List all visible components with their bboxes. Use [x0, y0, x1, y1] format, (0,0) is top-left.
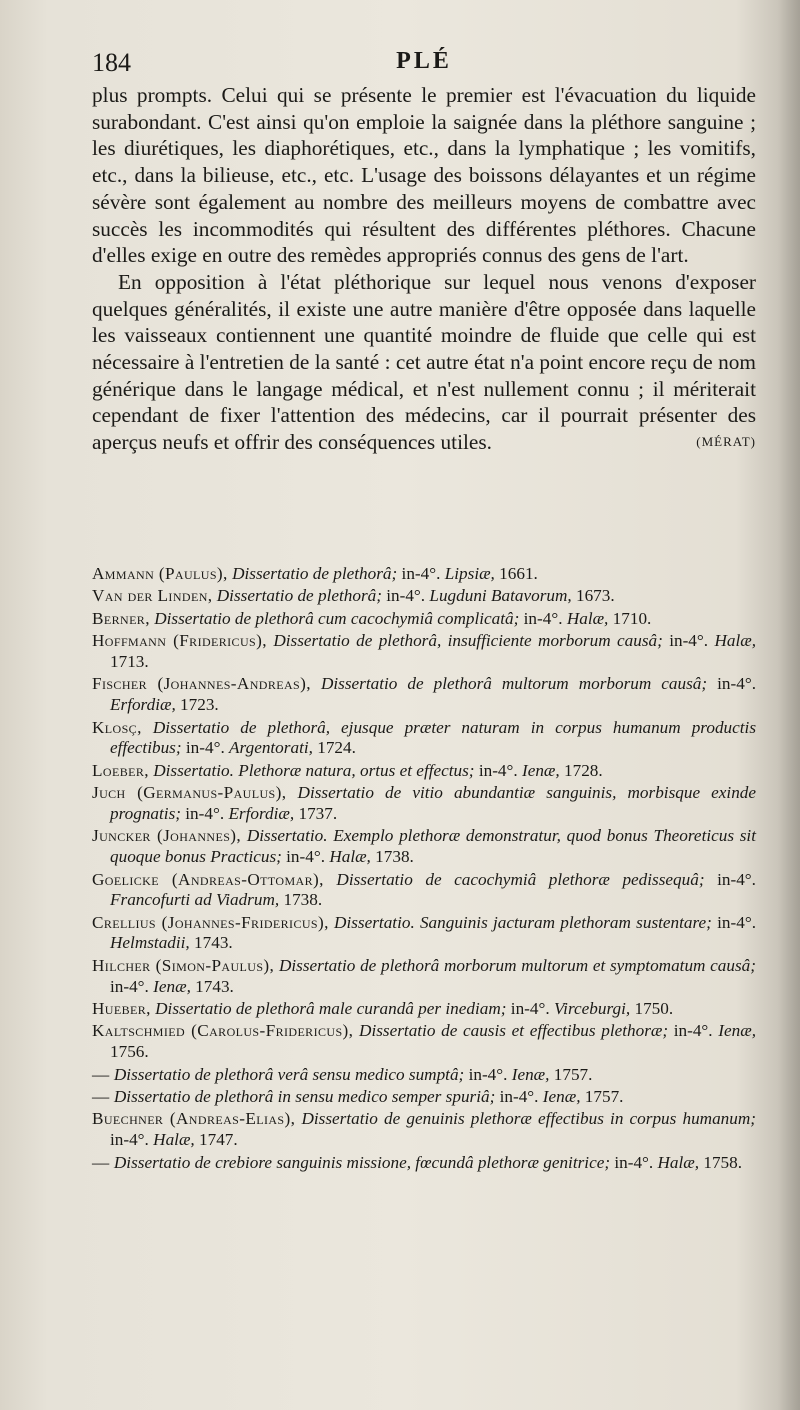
entry-author: Berner, — [92, 608, 150, 628]
entry-title: Dissertatio de plethorâ morborum multorum et symptomatum causâ; — [278, 955, 756, 975]
entry-year: 1728. — [564, 760, 603, 780]
entry-format: in-4°. — [717, 912, 757, 932]
entry-title: Dissertatio de plethorâ cum cacochymiâ complicatâ; — [154, 608, 520, 628]
entry-author: Goelicke (Andreas-Ottomar), — [92, 869, 324, 889]
entry-format: in-4°. — [478, 760, 518, 780]
entry-format: in-4°. — [614, 1152, 654, 1172]
entry-title: Dissertatio de plethorâ in sensu medico semper spuriâ; — [113, 1087, 496, 1107]
bibliography-entry — [92, 999, 756, 1020]
entry-format: in-4°. — [185, 738, 225, 758]
bibliography-entry — [92, 913, 756, 955]
entry-year: 1757. — [553, 1064, 593, 1084]
running-head: PLÉ — [396, 48, 452, 74]
entry-place: Francofurti ad Viadrum, — [110, 890, 280, 910]
entry-author: Van der Linden, — [92, 586, 213, 606]
entry-year: 1757. — [584, 1087, 624, 1107]
bibliography-entry — [92, 564, 756, 585]
entry-place: Halæ, — [657, 1152, 700, 1172]
entry-title: Dissertatio. Sanguinis jacturam plethoram sustentare; — [334, 912, 712, 932]
entry-place: Ienæ, — [542, 1087, 581, 1107]
bibliography-entry — [92, 1065, 756, 1086]
entry-place: Ienæ, — [511, 1064, 550, 1084]
bibliography-entry — [92, 1109, 756, 1151]
entry-author: Juch (Germanus-Paulus), — [92, 783, 287, 803]
entry-format: in-4°. — [499, 1087, 539, 1107]
entry-format: in-4°. — [510, 999, 550, 1019]
entry-author: Hueber, — [92, 999, 151, 1019]
entry-place: Halæ, — [714, 631, 757, 651]
entry-title: Dissertatio de crebiore sanguinis missione, fœcundâ plethoræ genitrice; — [113, 1152, 611, 1172]
entry-title: Dissertatio de plethorâ; — [232, 564, 398, 583]
entry-year: 1673. — [575, 586, 615, 606]
entry-format: in-4°. — [669, 631, 709, 651]
entry-title: Dissertatio de cacochymiâ plethoræ pedissequâ; — [336, 869, 705, 889]
entry-year: 1710. — [612, 608, 652, 628]
entry-year: 1758. — [703, 1152, 743, 1172]
entry-place: Erfordiæ, — [228, 803, 295, 823]
entry-title: Dissertatio de plethorâ, ejusque præter naturam in corpus humanum productis effectibus; — [110, 717, 757, 758]
entry-title: Dissertatio de genuinis plethoræ effectibus in corpus humanum; — [301, 1109, 757, 1129]
entry-place: Halæ, — [566, 608, 609, 628]
entry-title: Dissertatio de plethorâ; — [216, 586, 382, 606]
paragraph-2-text: En opposition à l'état pléthorique sur lequel nous venons d'exposer quelques généralités, il existe une autre manière d'être opposée dans laquelle les vaisseaux contiennent une quantité moindre de fluide que celle qui est nécessaire à l'entretien de la santé : cet autre état n'a point encore reçu de nom générique dans le langage médical, et n'est nullement connu ; il mériterait cependant de fixer l'attention des médecins, car il pourrait présenter des aperçus neufs et offrir des conséquences utiles. — [92, 269, 756, 455]
entry-year: 1747. — [199, 1130, 238, 1150]
entry-format: in-4°. — [717, 674, 756, 694]
entry-place: Helmstadii, — [110, 933, 190, 953]
bibliography-entry — [92, 674, 756, 716]
paragraph-2 — [92, 269, 756, 456]
entry-author: Fischer (Johannes-Andreas), — [92, 674, 311, 694]
bibliography-entry — [92, 631, 756, 673]
entry-year: 1738. — [375, 847, 414, 867]
entry-place: Lugduni Batavorum, — [429, 586, 572, 606]
paragraph-1: plus prompts. Celui qui se présente le premier est l'évacuation du liquide surabondant. C'est ainsi qu'on emploie la saignée dans la pléthore sanguine ; les diurétiques, les diaphorétiques, etc., dans la lymphatique ; les vomitifs, etc., dans la bilieuse, etc., etc. L'usage des boissons délayantes et un régime sévère sont également au nombre des meilleurs moyens de combattre avec succès les incommodités qui résultent des différentes pléthores. Chacune d'elles exige en outre des remèdes appropriés connus des gens de l'art. — [92, 83, 756, 268]
entry-title: Dissertatio de plethorâ male curandâ per inediam; — [155, 999, 507, 1019]
entry-author: Hilcher (Simon-Paulus), — [92, 955, 275, 975]
entry-format: in-4°. — [110, 976, 149, 996]
bibliography-entry — [92, 870, 756, 912]
bibliography-entry — [92, 609, 756, 630]
entry-place: Erfordiæ, — [110, 695, 176, 715]
entry-title: Dissertatio de plethorâ multorum morborum causâ; — [320, 674, 708, 694]
entry-format: in-4°. — [185, 803, 225, 823]
entry-author: Juncker (Johannes), — [92, 826, 242, 846]
page-edge-shadow — [778, 0, 800, 1410]
entry-year: 1756. — [110, 1042, 149, 1062]
entry-author: Loeber, — [92, 760, 149, 780]
entry-place: Halæ, — [329, 847, 371, 867]
entry-title: Dissertatio de vitio abundantiæ sanguinis, morbisque exinde prognatis; — [110, 783, 757, 823]
entry-format: in-4°. — [386, 586, 426, 606]
bibliography-entry — [92, 1087, 756, 1108]
entry-author: Ammann (Paulus), — [92, 564, 228, 583]
entry-year: 1743. — [195, 976, 234, 996]
page-number: 184 — [92, 48, 131, 77]
bibliography-entry — [92, 826, 756, 868]
entry-format: in-4°. — [110, 1130, 149, 1150]
entry-author: Hoffmann (Fridericus), — [92, 631, 267, 651]
bibliography-entry — [92, 1153, 756, 1174]
entry-format: in-4°. — [523, 608, 563, 628]
entry-place: Ienæ, — [521, 760, 560, 780]
bibliography-entry — [92, 783, 756, 825]
entry-format: in-4°. — [468, 1064, 508, 1084]
entry-format: in-4°. — [673, 1021, 713, 1041]
entry-place: Ienæ, — [153, 976, 191, 996]
entry-title: Dissertatio de causis et effectibus plethoræ; — [359, 1021, 669, 1041]
entry-place: Halæ, — [153, 1130, 195, 1150]
main-text — [92, 82, 756, 456]
entry-place: Argentorati, — [229, 738, 313, 758]
entry-format: in-4°. — [401, 564, 441, 583]
entry-author: Buechner (Andreas-Elias), — [92, 1109, 296, 1129]
bibliography-entry — [92, 956, 756, 998]
bibliography-entry — [92, 1021, 756, 1063]
page-header — [92, 46, 756, 86]
entry-year: 1724. — [317, 738, 356, 758]
entry-author: — — [92, 1087, 110, 1107]
entry-author: Kaltschmied (Carolus-Fridericus), — [92, 1021, 354, 1041]
entry-author: Crellius (Johannes-Fridericus), — [92, 912, 329, 932]
entry-year: 1737. — [298, 803, 338, 823]
entry-author: — — [92, 1152, 110, 1172]
bibliography-entry — [92, 718, 756, 760]
entry-title: Dissertatio de plethorâ verâ sensu medico sumptâ; — [113, 1064, 465, 1084]
entry-place: Lipsiæ, — [444, 564, 495, 583]
bibliography-entry — [92, 586, 756, 607]
author-signature: (MÉRAT) — [696, 434, 756, 450]
entry-year: 1738. — [283, 890, 323, 910]
entry-year: 1661. — [499, 564, 538, 583]
entry-year: 1723. — [180, 695, 219, 715]
entry-year: 1743. — [194, 933, 233, 953]
entry-year: 1713. — [110, 651, 149, 671]
entry-author: Klosç, — [92, 717, 142, 737]
entry-place: Virceburgi, — [553, 999, 631, 1019]
bibliography-list — [92, 564, 756, 1175]
entry-title: Dissertatio. Plethoræ natura, ortus et effectus; — [153, 760, 475, 780]
entry-format: in-4°. — [286, 847, 326, 867]
entry-author: — — [92, 1064, 110, 1084]
entry-title: Dissertatio de plethorâ, insufficiente morborum causâ; — [273, 631, 663, 651]
bibliography-entry — [92, 761, 756, 782]
entry-title: Dissertatio. Exemplo plethoræ demonstratur, quod bonus Theoreticus sit quoque bonus Practicus; — [110, 826, 756, 867]
entry-format: in-4°. — [717, 869, 756, 889]
entry-place: Ienæ, — [718, 1021, 756, 1041]
entry-year: 1750. — [634, 999, 674, 1019]
